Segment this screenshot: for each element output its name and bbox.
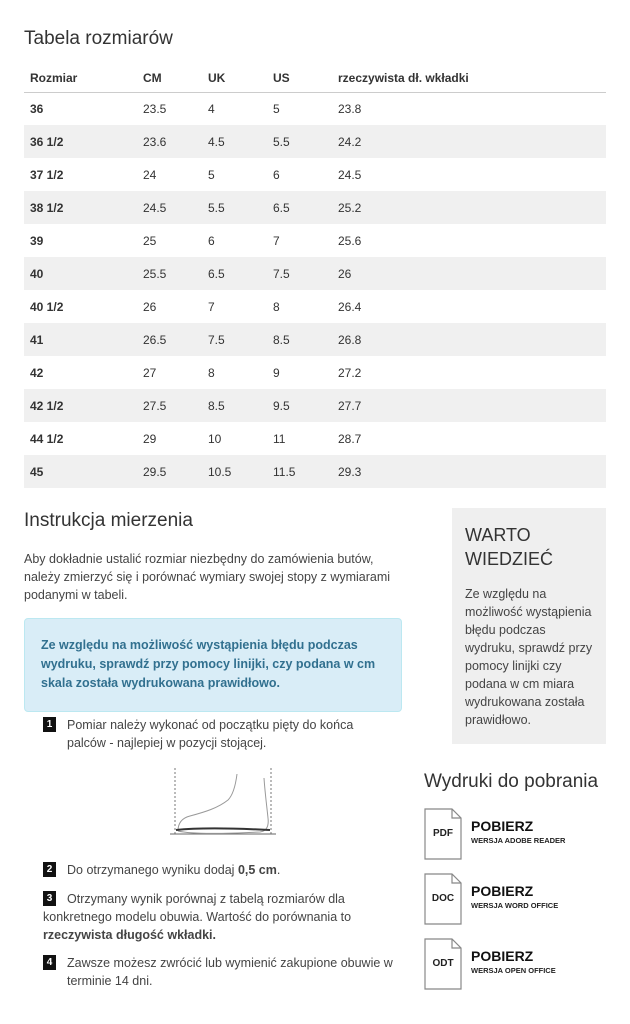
table-cell: 10 bbox=[208, 431, 222, 446]
step-number: 4 bbox=[43, 955, 56, 970]
step-text bbox=[43, 890, 393, 944]
table-cell: 5 bbox=[273, 101, 280, 116]
table-cell: 8.5 bbox=[267, 323, 332, 356]
table-cell: 38 1/2 bbox=[24, 191, 137, 224]
table-row bbox=[24, 455, 606, 488]
table-row bbox=[24, 389, 606, 422]
table-cell: 24.5 bbox=[137, 191, 202, 224]
step-text: Pomiar należy wykonać od początku pięty do końca palców - najlepiej w pozycji stojącej. bbox=[67, 718, 354, 750]
table-cell: 5.5 bbox=[202, 191, 267, 224]
step-text: Zawsze możesz zwrócić lub wymienić zakupione obuwie w terminie 14 dni. bbox=[67, 956, 393, 988]
step-text-bold: rzeczywista długość wkładki. bbox=[43, 928, 216, 942]
table-row bbox=[24, 92, 606, 125]
table-cell: 27.5 bbox=[137, 389, 202, 422]
document-type-label: DOC bbox=[431, 893, 455, 904]
table-cell: 7.5 bbox=[267, 257, 332, 290]
table-cell: 9 bbox=[273, 365, 280, 380]
table-cell: 23.6 bbox=[137, 125, 202, 158]
table-cell: 7 bbox=[208, 299, 215, 314]
step-number: 3 bbox=[43, 891, 56, 906]
table-cell: 25.6 bbox=[338, 233, 362, 248]
table-cell: 8.5 bbox=[202, 389, 267, 422]
downloads-title: Wydruki do pobrania bbox=[424, 771, 599, 792]
download-version-label: WERSJA ADOBE READER bbox=[471, 836, 566, 845]
table-cell: 36 bbox=[30, 101, 44, 116]
table-cell: 6.5 bbox=[202, 257, 267, 290]
table-cell: 27.2 bbox=[338, 365, 362, 380]
table-cell: 26.8 bbox=[332, 323, 606, 356]
table-cell: 8 bbox=[273, 299, 280, 314]
info-alert-text: Ze względu na możliwość wystąpienia błędu podczas wydruku, sprawdź przy pomocy linijki, czy podana w cm skala została wydrukowana prawidłowo. bbox=[41, 638, 376, 690]
step-number: 1 bbox=[43, 717, 56, 732]
table-cell: 11.5 bbox=[267, 455, 332, 488]
table-cell: 11 bbox=[273, 431, 286, 446]
table-cell: 6 bbox=[208, 233, 215, 248]
table-cell: 40 1/2 bbox=[30, 299, 64, 314]
step-1 bbox=[43, 716, 383, 750]
download-pdf-link[interactable] bbox=[424, 808, 614, 860]
table-row bbox=[24, 191, 606, 224]
download-version-label: WERSJA WORD OFFICE bbox=[471, 901, 559, 910]
step-4 bbox=[43, 954, 393, 988]
table-cell: 26 bbox=[143, 299, 157, 314]
table-cell: 45 bbox=[24, 455, 137, 488]
table-row bbox=[24, 158, 606, 191]
table-cell: 9.5 bbox=[267, 389, 332, 422]
size-table-title: Tabela rozmiarów bbox=[24, 28, 173, 49]
column-header: US bbox=[267, 64, 332, 92]
download-version-label: WERSJA OPEN OFFICE bbox=[471, 966, 556, 975]
table-cell: 6.5 bbox=[267, 191, 332, 224]
warto-wiedziec-box bbox=[452, 508, 606, 744]
step-text-part: . bbox=[276, 863, 281, 877]
table-cell: 40 bbox=[24, 257, 137, 290]
table-row bbox=[24, 257, 606, 290]
column-header: rzeczywista dł. wkładki bbox=[332, 64, 606, 92]
document-type-label: ODT bbox=[432, 958, 454, 969]
table-row bbox=[24, 323, 606, 356]
column-header: CM bbox=[137, 64, 202, 92]
document-type-label: PDF bbox=[433, 828, 453, 839]
column-header: UK bbox=[202, 64, 267, 92]
table-cell: 6 bbox=[273, 167, 280, 182]
table-cell: 28.7 bbox=[338, 431, 362, 446]
table-cell: 25.2 bbox=[332, 191, 606, 224]
table-cell: 27 bbox=[143, 365, 157, 380]
table-cell: 25 bbox=[143, 233, 157, 248]
download-doc-link[interactable] bbox=[424, 873, 614, 925]
table-row bbox=[24, 422, 606, 455]
column-header: Rozmiar bbox=[24, 64, 137, 92]
table-cell: 37 1/2 bbox=[30, 167, 64, 182]
step-text-bold: 0,5 cm bbox=[237, 863, 277, 877]
table-cell: 29.3 bbox=[332, 455, 606, 488]
instructions-intro: Aby dokładnie ustalić rozmiar niezbędny do zamówienia butów, należy zmierzyć się i porównać wymiary swojej stopy z wymiarami podanymi w tabeli. bbox=[24, 552, 391, 602]
downloads-section bbox=[424, 771, 614, 793]
download-button-label: POBIERZ bbox=[471, 883, 534, 899]
foot-measure-icon bbox=[170, 768, 280, 838]
table-cell: 36 1/2 bbox=[24, 125, 137, 158]
instructions-section bbox=[24, 510, 404, 712]
table-cell: 29.5 bbox=[137, 455, 202, 488]
table-cell: 5.5 bbox=[267, 125, 332, 158]
table-cell: 24.5 bbox=[338, 167, 362, 182]
table-cell: 39 bbox=[30, 233, 44, 248]
download-button-label: POBIERZ bbox=[471, 818, 534, 834]
step-text-part: Otrzymany wynik porównaj z tabelą rozmiarów dla konkretnego modelu obuwia. Wartość do porównania to bbox=[43, 892, 352, 924]
warto-wiedziec-title: WARTO WIEDZIEĆ bbox=[465, 525, 553, 569]
table-cell: 7 bbox=[273, 233, 280, 248]
table-cell: 23.8 bbox=[338, 101, 362, 116]
info-alert bbox=[24, 618, 402, 712]
table-cell: 26.5 bbox=[137, 323, 202, 356]
size-table bbox=[24, 64, 606, 488]
instructions-title: Instrukcja mierzenia bbox=[24, 510, 193, 531]
table-cell: 42 1/2 bbox=[24, 389, 137, 422]
table-header-row bbox=[24, 64, 606, 92]
download-button-label: POBIERZ bbox=[471, 948, 534, 964]
table-cell: 24 bbox=[143, 167, 157, 182]
table-cell: 24.2 bbox=[332, 125, 606, 158]
size-table-section bbox=[24, 28, 606, 488]
table-cell: 7.5 bbox=[202, 323, 267, 356]
table-cell: 26 bbox=[332, 257, 606, 290]
step-text-part: Do otrzymanego wyniku dodaj bbox=[67, 863, 238, 877]
table-cell: 4.5 bbox=[202, 125, 267, 158]
step-3 bbox=[43, 890, 393, 942]
table-cell: 4 bbox=[208, 101, 215, 116]
step-text bbox=[67, 861, 280, 879]
table-row bbox=[24, 125, 606, 158]
table-cell: 26.4 bbox=[338, 299, 362, 314]
table-cell: 8 bbox=[208, 365, 215, 380]
step-number: 2 bbox=[43, 862, 56, 877]
download-odt-link[interactable] bbox=[424, 938, 614, 990]
table-cell: 25.5 bbox=[137, 257, 202, 290]
table-row bbox=[24, 290, 606, 323]
table-row bbox=[24, 224, 606, 257]
table-cell: 10.5 bbox=[202, 455, 267, 488]
step-2 bbox=[43, 861, 383, 879]
table-cell: 29 bbox=[143, 431, 157, 446]
table-cell: 27.7 bbox=[332, 389, 606, 422]
table-cell: 23.5 bbox=[143, 101, 167, 116]
table-cell: 42 bbox=[30, 365, 44, 380]
table-row bbox=[24, 356, 606, 389]
warto-wiedziec-text: Ze względu na możliwość wystąpienia błędu podczas wydruku, sprawdź przy pomocy linijki czy podana w cm miara wydrukowana została prawidłowo. bbox=[465, 587, 593, 727]
table-cell: 44 1/2 bbox=[30, 431, 64, 446]
table-cell: 41 bbox=[24, 323, 137, 356]
table-cell: 5 bbox=[208, 167, 215, 182]
